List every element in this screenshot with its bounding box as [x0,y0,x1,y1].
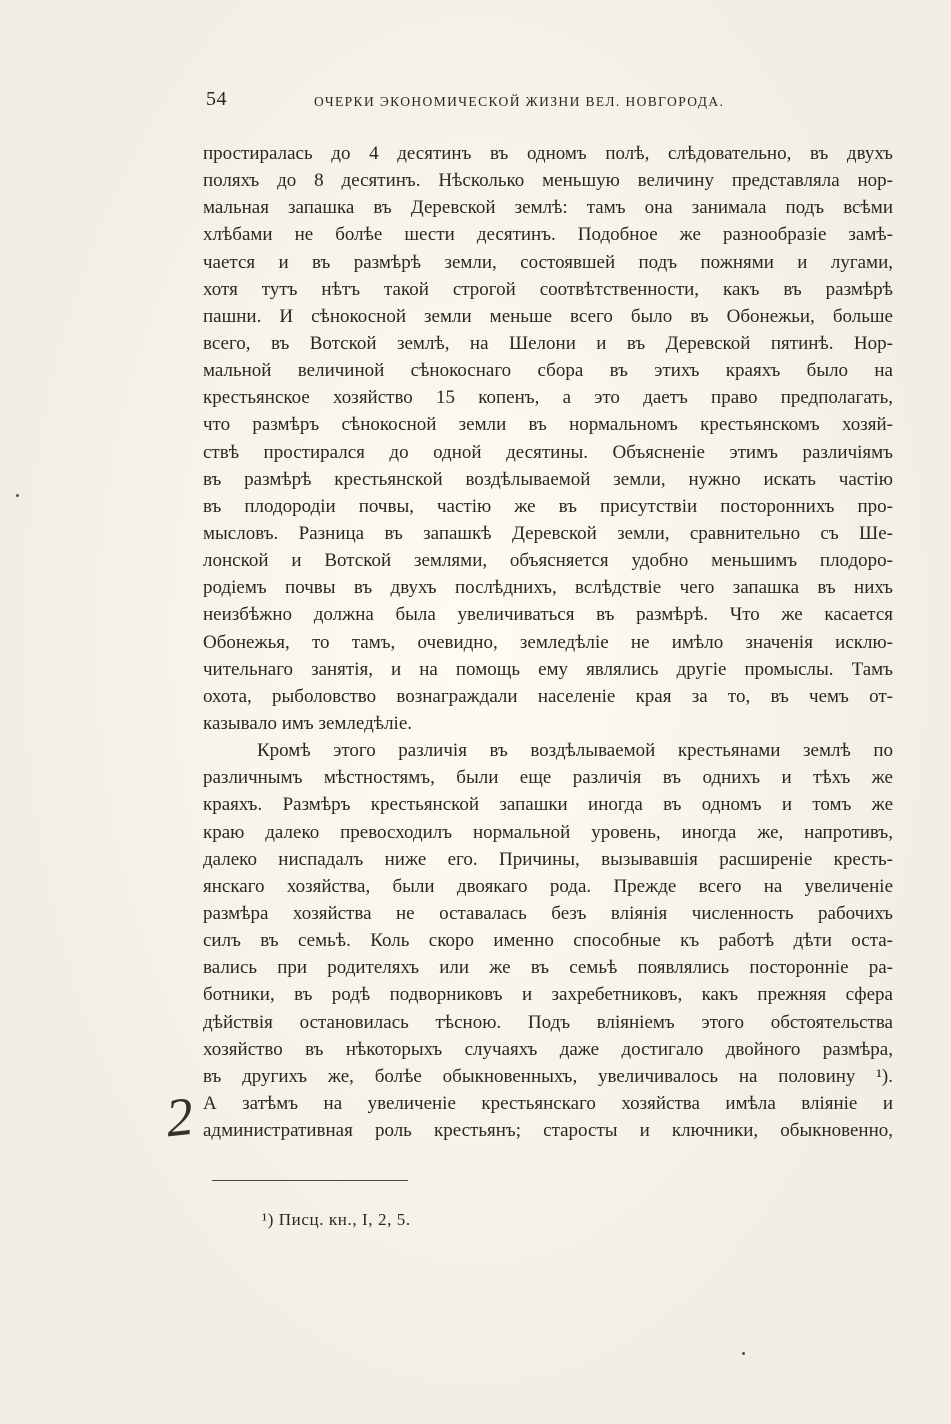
text-line: чается и въ размѣрѣ земли, состоявшей подъ пожнями и лугами, [203,251,893,273]
paper-speck [16,494,19,497]
text-line: краяхъ. Размѣръ крестьянской запашки иногда въ одномъ и томъ же [203,794,893,816]
text-line: ствѣ простирался до одной десятины. Объясненіе этимъ различіямъ [203,441,893,463]
text-line: краю далеко превосходилъ нормальной уровень, иногда же, напротивъ, [203,821,893,843]
running-title: ОЧЕРКИ ЭКОНОМИЧЕСКОЙ ЖИЗНИ ВЕЛ. НОВГОРОДА. [314,94,725,109]
text-line: крестьянское хозяйство 15 копенъ, а это даетъ право предполагать, [203,387,893,409]
text-line: административная роль крестьянъ; старосты и ключники, обыкновенно, [203,1120,893,1142]
text-line: янскаго хозяйства, были двоякаго рода. Прежде всего на увеличеніе [203,875,893,897]
text-line: различнымъ мѣстностямъ, были еще различія въ однихъ и тѣхъ же [203,767,893,789]
text-line: вались при родителяхъ или же въ семьѣ появлялись посторонніе ра- [203,957,893,979]
handwritten-margin-mark: 2 [162,1085,197,1149]
text-line: неизбѣжно должна была увеличиваться въ размѣрѣ. Что же касается [203,604,893,626]
text-line: чительнаго занятія, и на помощь ему являлись другіе промыслы. Тамъ [203,658,893,680]
text-line: что размѣръ сѣнокосной земли въ нормальномъ крестьянскомъ хозяй- [203,414,893,436]
footnote: ¹) Писц. кн., I, 2, 5. [262,1210,411,1229]
text-line: дѣйствія остановилась тѣсною. Подъ вліяніемъ этого обстоятельства [203,1011,893,1033]
text-line: хлѣбами не болѣе шести десятинъ. Подобное же разнообразіе замѣ- [203,224,893,246]
text-line: въ другихъ же, болѣе обыкновенныхъ, увеличивалось на половину ¹). [203,1065,893,1087]
text-line: силъ въ семьѣ. Коль скоро именно способные къ работѣ дѣти оста- [203,930,893,952]
text-line: мысловъ. Разница въ запашкѣ Деревской земли, сравнительно съ Ше- [203,522,893,544]
text-line: родіемъ почвы въ двухъ послѣднихъ, вслѣдствіе чего запашка въ нихъ [203,577,893,599]
text-line: хотя тутъ нѣтъ такой строгой соотвѣтственности, какъ въ размѣрѣ [203,278,893,300]
page-number: 54 [206,88,227,110]
text-line: простиралась до 4 десятинъ въ одномъ полѣ, слѣдовательно, въ двухъ [203,143,893,164]
text-line: казывало имъ земледѣліе. [203,712,413,734]
text-line: А затѣмъ на увеличеніе крестьянскаго хозяйства имѣла вліяніе и [203,1092,893,1114]
text-line: мальной величиной сѣнокоснаго сбора въ этихъ краяхъ было на [203,360,893,382]
text-line: поляхъ до 8 десятинъ. Нѣсколько меньшую величину представляла нор- [203,170,893,192]
text-line: всего, въ Вотской землѣ, на Шелони и въ Деревской пятинѣ. Нор- [203,332,893,354]
text-line: размѣра хозяйства не оставалась безъ вліянія численность рабочихъ [203,902,893,924]
text-line: лонской и Вотской землями, объясняется удобно меньшимъ плодоро- [203,550,893,572]
footnote-rule [212,1180,408,1181]
body-text [203,140,893,1144]
text-line: Обонежья, то тамъ, очевидно, земледѣліе не имѣло значенія исклю- [203,631,893,653]
paper-speck [742,1352,745,1355]
text-line: далеко ниспадалъ ниже его. Причины, вызывавшія расширеніе кресть- [203,848,893,870]
page-header [206,88,766,118]
text-line: въ размѣрѣ крестьянской воздѣлываемой земли, нужно искать частію [203,468,893,490]
text-line: пашни. И сѣнокосной земли меньше всего было въ Обонежьи, больше [203,305,893,327]
text-line: Кромѣ этого различія въ воздѣлываемой крестьянами землѣ по [257,740,893,762]
text-line: мальная запашка въ Деревской землѣ: тамъ она занимала подъ всѣми [203,197,893,219]
text-line: въ плодородіи почвы, частію же въ присутствіи постороннихъ про- [203,495,893,517]
text-line: ботники, въ родѣ подворниковъ и захребетниковъ, какъ прежняя сфера [203,984,893,1006]
text-line: охота, рыболовство вознаграждали населеніе края за то, въ чемъ от- [203,685,893,707]
text-line: хозяйство въ нѣкоторыхъ случаяхъ даже достигало двойного размѣра, [203,1038,893,1060]
